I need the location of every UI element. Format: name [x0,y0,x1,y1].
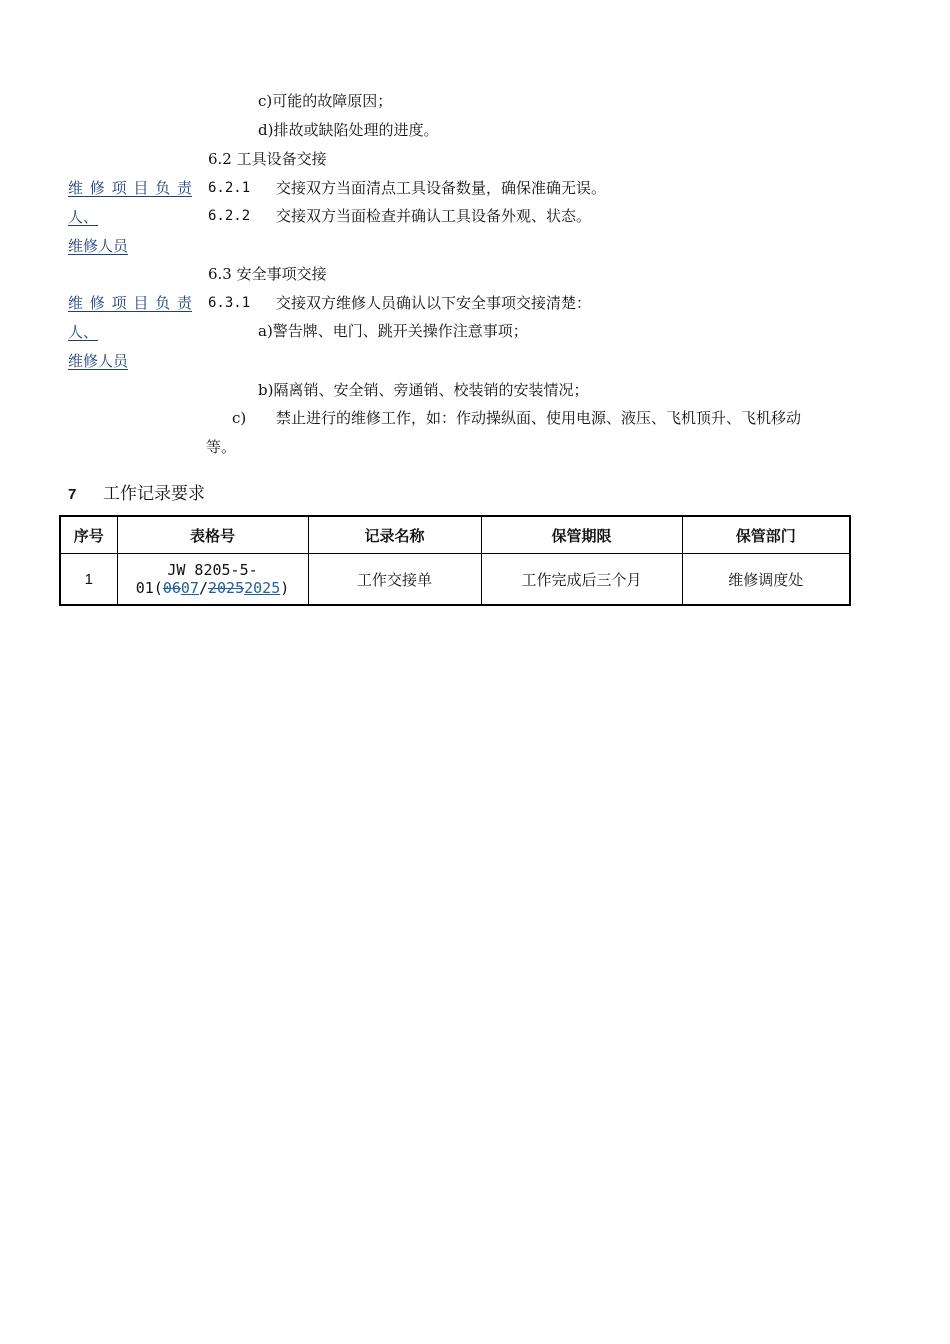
form-number-line2 [122,579,304,597]
role-2-line1: 维修项目负责 [68,294,192,312]
form-inserted-version: 07 [180,579,199,597]
cell-form-number [117,554,308,606]
role-1-line2: 人、 [68,208,99,226]
cell-record-name: 工作交接单 [308,554,481,606]
role-2-line3: 维修人员 [68,352,129,370]
item-c-continuation: 等。 [206,438,237,456]
item-a-warning: a)警告牌、电门、跳开关操作注意事项； [258,322,528,340]
section-7-number: 7 [68,486,77,503]
header-custodian-dept: 保管部门 [682,516,850,554]
responsible-role-1 [68,174,192,261]
item-6-3-1-text: 交接双方维修人员确认以下安全事项交接清楚： [276,294,592,312]
item-6-2-1-number: 6.2.1 [208,180,251,196]
cell-custodian-dept: 维修调度处 [682,554,850,606]
heading-6-2: 6.2 工具设备交接 [208,150,327,168]
form-separator: / [198,579,208,597]
form-number-line1: JW 8205-5- [167,561,258,579]
form-deleted-version: 06 [162,579,181,597]
form-prefix: 01( [135,579,163,597]
item-6-2-2-text: 交接双方当面检查并确认工具设备外观、状态。 [276,207,592,225]
form-suffix: ) [280,579,290,597]
role-1-line1: 维修项目负责 [68,179,192,197]
item-6-2-2-number: 6.2.2 [208,208,251,224]
cell-seq: 1 [60,554,117,606]
header-seq: 序号 [60,516,117,554]
role-2-line2: 人、 [68,323,99,341]
section-7-title: 工作记录要求 [103,484,205,504]
header-retention-period: 保管期限 [481,516,682,554]
item-c-prohibited-work: 禁止进行的维修工作，如：作动操纵面、使用电源、液压、飞机顶升、飞机移动 [276,409,802,427]
records-table [59,515,851,606]
role-1-line3: 维修人员 [68,237,129,255]
table-row [60,554,850,606]
header-record-name: 记录名称 [308,516,481,554]
heading-6-3: 6.3 安全事项交接 [208,265,327,283]
header-form-number: 表格号 [117,516,308,554]
item-b-pins: b)隔离销、安全销、旁通销、校装销的安装情况； [258,381,589,399]
form-inserted-year: 2025 [244,579,281,597]
item-c-label: c) [232,409,247,427]
item-6-3-1-number: 6.3.1 [208,295,251,311]
responsible-role-2 [68,289,192,376]
cell-retention-period: 工作完成后三个月 [481,554,682,606]
item-c-fault-cause: c)可能的故障原因； [258,92,393,110]
item-d-progress: d)排故或缺陷处理的进度。 [258,121,439,139]
table-header-row [60,516,850,554]
item-6-2-1-text: 交接双方当面清点工具设备数量，确保准确无误。 [276,179,607,197]
form-deleted-year: 2025 [207,579,245,597]
